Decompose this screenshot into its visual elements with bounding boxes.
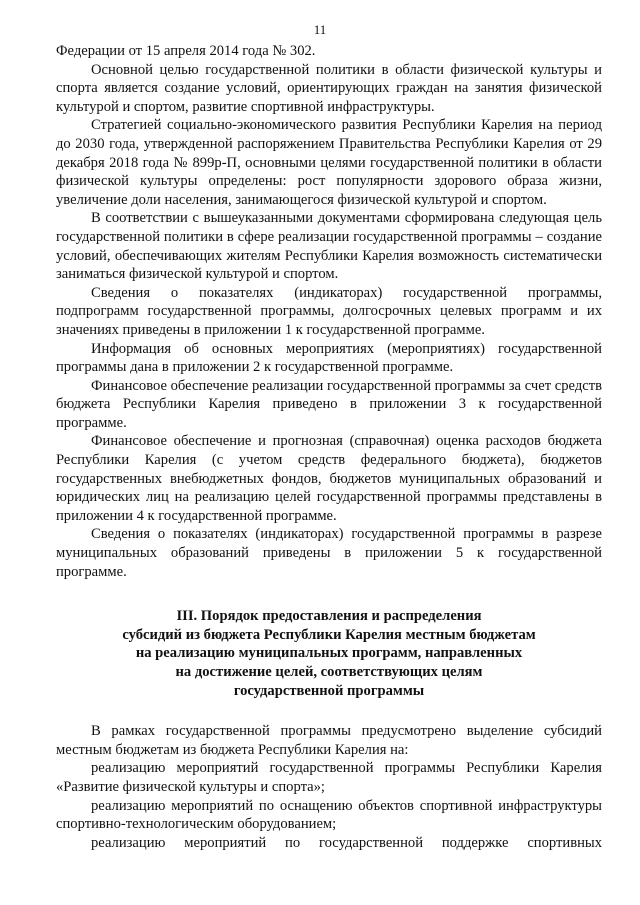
- paragraph: Финансовое обеспечение реализации государственной программы за счет средств бюджета Республики Карелия приведено в приложении 3 к государственной программе.: [56, 377, 602, 431]
- paragraph: Федерации от 15 апреля 2014 года № 302.: [56, 43, 316, 59]
- section-heading-line: на реализацию муниципальных программ, направленных: [135, 645, 523, 662]
- paragraph: реализацию мероприятий по государственной поддержке спортивных: [91, 834, 602, 851]
- paragraph: Сведения о показателях (индикаторах) государственной программы в разрезе муниципальных образований приведены в приложении 5 к государственной программе.: [56, 526, 602, 580]
- document-body: [56, 42, 602, 852]
- paragraph: Основной целью государственной политики в области физической культуры и спорта является создание условий, ориентирующих граждан на занятия физической культурой и спортом, развитие спортивной инфраструктуры.: [56, 61, 602, 115]
- paragraph: реализацию мероприятий по оснащению объектов спортивной инфраструктуры спортивно-технологическим оборудованием;: [56, 797, 602, 833]
- section-heading-line: на достижение целей, соответствующих целям: [175, 664, 483, 680]
- paragraph: Информация об основных мероприятиях (мероприятиях) государственной программы дана в приложении 2 к государственной программе.: [56, 340, 602, 376]
- top-paragraphs: [56, 42, 602, 581]
- paragraph: реализацию мероприятий государственной программы Республики Карелия «Развитие физической культуры и спорта»;: [56, 760, 602, 795]
- paragraph: Сведения о показателях (индикаторах) государственной программы, подпрограмм государственной программы, долгосрочных целевых программ и их значениях приведены в приложении 1 к государственной программе.: [56, 284, 602, 338]
- section-heading: [56, 607, 602, 700]
- section-heading-line: государственной программы: [233, 682, 425, 699]
- paragraph: Стратегией социально-экономического развития Республики Карелия на период до 2030 года, утвержденной распоряжением Правительства Республики Карелия от 29 декабря 2018 года № 899р-П, основными целями государственной политики в области физической культуры определены: рост популярности здорового образа жизни, увеличение доли населения, занимающегося физической культурой и спортом.: [56, 117, 602, 208]
- page-number: 11: [313, 22, 327, 37]
- paragraph: В соответствии с вышеуказанными документами сформирована следующая цель государственной политики в сфере реализации государственной программы – создание условий, обеспечивающих жителям Республики Карелия возможность систематически заниматься физической культурой и спортом.: [56, 210, 602, 283]
- paragraph: В рамках государственной программы предусмотрено выделение субсидий местным бюджетам из бюджета Республики Карелия на:: [56, 723, 602, 758]
- bottom-paragraphs: [56, 722, 602, 852]
- paragraph: Финансовое обеспечение и прогнозная (справочная) оценка расходов бюджета Республики Карелия (с учетом средств федерального бюджета), бюджетов государственных внебюджетных фондов, бюджетов муниципальных образований и юридических лиц на реализацию целей государственной программы представлены в приложении 4 к государственной программе.: [56, 433, 602, 524]
- section-heading-line: субсидий из бюджета Республики Карелия местным бюджетам: [122, 626, 536, 643]
- section-heading-line: III. Порядок предоставления и распределения: [176, 608, 482, 625]
